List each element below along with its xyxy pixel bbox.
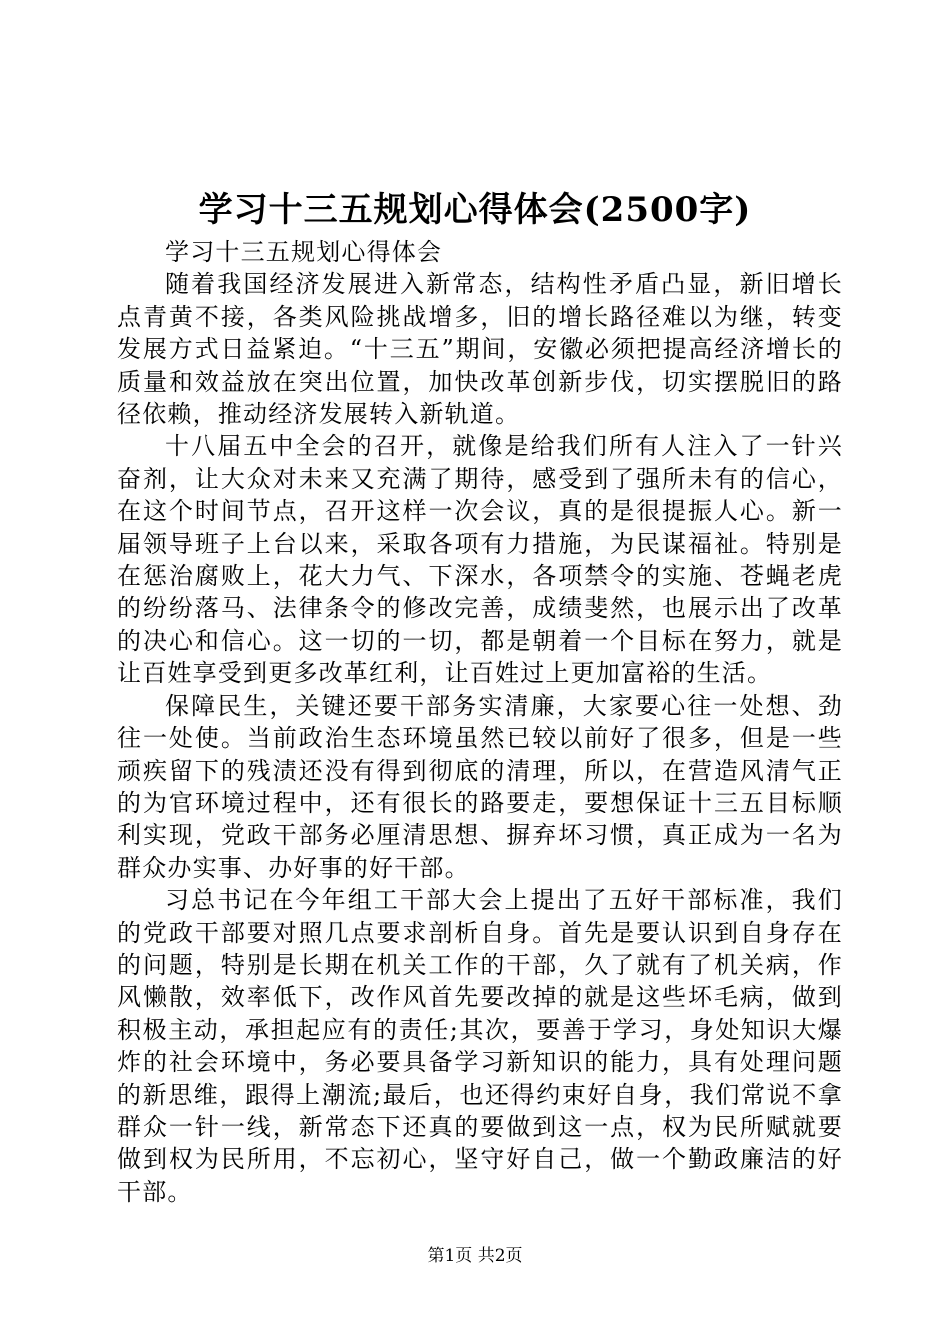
document-subtitle: 学习十三五规划心得体会 — [165, 238, 443, 266]
page-indicator: 第1页 共2页 — [427, 1246, 523, 1266]
paragraph-2: 十八届五中全会的召开，就像是给我们所有人注入了一针兴奋剂，让大众对未来又充满了期待，感受到了强所未有的信心，在这个时间节点，召开这样一次会议，真的是很提振人心。新一届领导班子上台以来，采取各项有力措施，为民谋福祉。特别是在惩治腐败上，花大力气、下深水，各项禁令的实施、苍蝇老虎的纷纷落马、法律条令的修改完善，成绩斐然，也展示出了改革的决心和信心。这一切的一切，都是朝着一个目标在努力，就是让百姓享受到更多改革红利，让百姓过上更加富裕的生活。 — [117, 432, 843, 688]
paragraph-3: 保障民生，关键还要干部务实清廉，大家要心往一处想、劲往一处使。当前政治生态环境虽然已较以前好了很多，但是一些顽疾留下的残渍还没有得到彻底的清理，所以，在营造风清气正的为官环境过程中，还有很长的路要走，要想保证十三五目标顺利实现，党政干部务必厘清思想、摒弃坏习惯，真正成为一名为群众办实事、办好事的好干部。 — [117, 691, 843, 882]
document-body — [117, 236, 843, 1208]
document-title: 学习十三五规划心得体会(2500字) — [198, 190, 752, 230]
paragraph-4: 习总书记在今年组工干部大会上提出了五好干部标准，我们的党政干部要对照几点要求剖析自身。首先是要认识到自身存在的问题，特别是长期在机关工作的干部，久了就有了机关病，作风懒散，效率低下，改作风首先要改掉的就是这些坏毛病，做到积极主动，承担起应有的责任;其次，要善于学习，身处知识大爆炸的社会环境中，务必要具备学习新知识的能力，具有处理问题的新思维，跟得上潮流;最后，也还得约束好自身，我们常说不拿群众一针一线，新常态下还真的要做到这一点，权为民所赋就要做到权为民所用，不忘初心，坚守好自己，做一个勤政廉洁的好干部。 — [117, 886, 843, 1206]
paragraph-1: 随着我国经济发展进入新常态，结构性矛盾凸显，新旧增长点青黄不接，各类风险挑战增多，旧的增长路径难以为继，转变发展方式日益紧迫。“十三五”期间，安徽必须把提高经济增长的质量和效益放在突出位置，加快改革创新步伐，切实摆脱旧的路径依赖，推动经济发展转入新轨道。 — [117, 270, 843, 429]
